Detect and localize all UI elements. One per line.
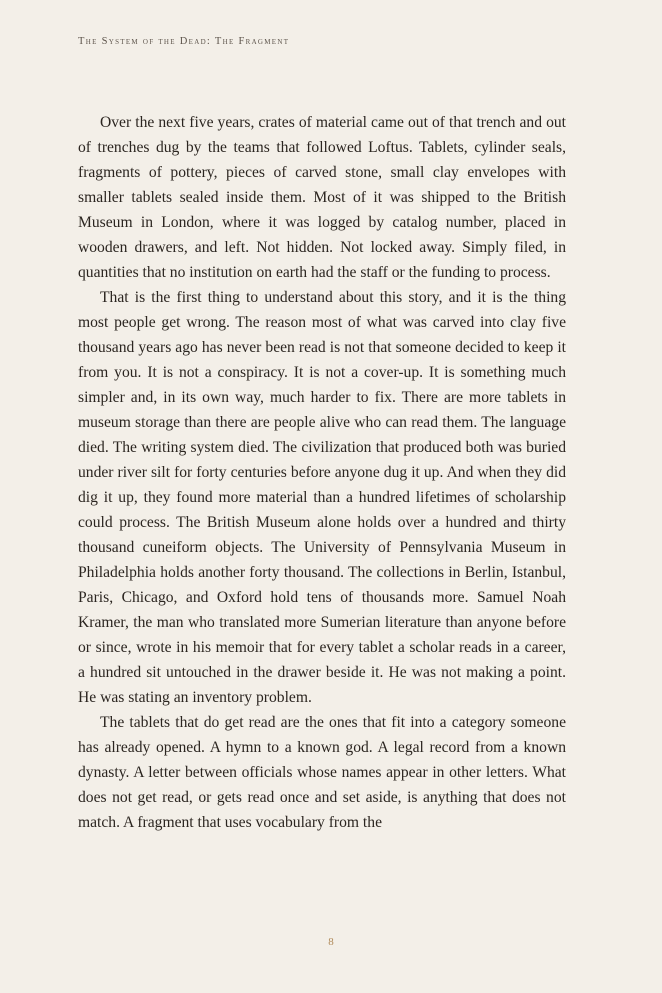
paragraph-3: The tablets that do get read are the ones that fit into a category someone has already opened. A hymn to a known god. A legal record from a known dynasty. A letter between officials whose names appear in other letters. What does not get read, or gets read once and set aside, is anything that does not match. A fragment that uses vocabulary from the <box>78 714 566 831</box>
paragraph-1: Over the next five years, crates of material came out of that trench and out of trenches dug by the teams that followed Loftus. Tablets, cylinder seals, fragments of pottery, pieces of carved stone, small clay envelopes with smaller tablets sealed inside them. Most of it was shipped to the British Museum in London, where it was logged by catalog number, placed in wooden drawers, and left. Not hidden. Not locked away. Simply filed, in quantities that no institution on earth had the staff or the funding to process. <box>78 114 566 281</box>
running-head: The System of the Dead: The Fragment <box>78 36 290 47</box>
body-text <box>78 110 566 835</box>
page-number: 8 <box>328 936 334 948</box>
paragraph-2: That is the first thing to understand about this story, and it is the thing most people get wrong. The reason most of what was carved into clay five thousand years ago has never been read is not that someone decided to keep it from you. It is not a conspiracy. It is not a cover-up. It is something much simpler and, in its own way, much harder to fix. There are more tablets in museum storage than there are people alive who can read them. The language died. The writing system died. The civilization that produced both was buried under river silt for forty centuries before anyone dug it up. And when they did dig it up, they found more material than a hundred lifetimes of scholarship could process. The British Museum alone holds over a hundred and thirty thousand cuneiform objects. The University of Pennsylvania Museum in Philadelphia holds another forty thousand. The collections in Berlin, Istanbul, Paris, Chicago, and Oxford hold tens of thousands more. Samuel Noah Kramer, the man who translated more Sumerian literature than anyone before or since, wrote in his memoir that for every tablet a scholar reads in a career, a hundred sit untouched in the drawer beside it. He was not making a point. He was stating an inventory problem. <box>78 289 566 706</box>
